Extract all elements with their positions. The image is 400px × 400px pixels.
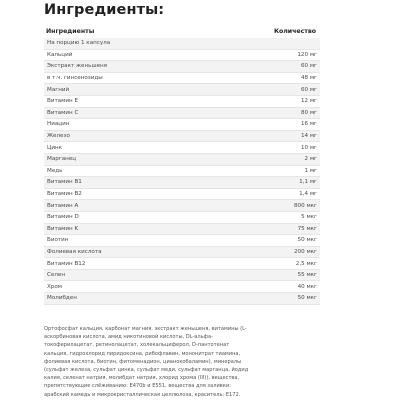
- table-row: [44, 108, 320, 120]
- table-row: [44, 50, 320, 62]
- ingredient-name: Витамин E: [47, 98, 78, 105]
- notes-line: кальция, гидрохлорид пиридоксина, рибофлавин, мононитрат тиамина,: [44, 350, 241, 357]
- notes-line: токоферилацетат, ретинолацетат, холекальциферол, D-пантотенат: [44, 342, 230, 349]
- ingredient-name: На порцию 1 капсула: [47, 40, 111, 47]
- table-row: [44, 200, 320, 212]
- ingredient-name: в т.ч. гинсенозиды: [47, 75, 103, 82]
- ingredient-name: Марганец: [47, 156, 77, 163]
- ingredient-quantity: 800 мкг: [294, 202, 317, 209]
- table-row: [44, 247, 320, 259]
- composition-notes: [44, 325, 320, 399]
- notes-line: Ортофосфат кальция, карбонат магния, экстракт женьшеня, витамины (L-: [44, 326, 247, 332]
- table-row: [44, 281, 320, 293]
- table-row: [44, 293, 320, 305]
- table-row: [44, 258, 320, 270]
- ingredient-name: Медь: [47, 167, 63, 174]
- table-body: [44, 38, 320, 305]
- ingredient-quantity: 60 мг: [300, 86, 317, 93]
- ingredient-quantity: 40 мкг: [297, 283, 317, 290]
- table-header-row: [44, 24, 320, 38]
- ingredient-quantity: 75 мкг: [297, 225, 317, 232]
- ingredient-quantity: 5 мкг: [301, 214, 317, 221]
- notes-line: фолиевая кислота, биотин, фитоменадион, цианокобаламин), минералы: [44, 358, 242, 365]
- column-header-quantity: Количество: [273, 27, 316, 35]
- notes-line: аскорбиновая кислота, амид никотиновой кислоты, DL-альфа-: [44, 334, 213, 341]
- column-header-ingredient: Ингредиенты: [46, 27, 95, 35]
- notes-line: препятствующие слёживанию: E470b и E551, вещества для заливки:: [44, 383, 231, 390]
- ingredient-name: Витамин K: [47, 225, 79, 232]
- ingredient-quantity: 55 мкг: [297, 272, 317, 279]
- page-title: Ингредиенты:: [44, 2, 165, 18]
- ingredient-name: Селен: [47, 272, 66, 279]
- ingredient-name: Хром: [47, 283, 63, 290]
- ingredient-name: Экстракт женьшеня: [47, 63, 108, 70]
- table-row: [44, 177, 320, 189]
- ingredient-name: Витамин B2: [47, 191, 82, 198]
- table-row: [44, 270, 320, 282]
- table-row: [44, 212, 320, 224]
- notes-line: (сульфат железа, сульфат цинка, сульфат меди, сульфат марганца, йодид: [44, 367, 249, 374]
- ingredient-quantity: 16 мг: [300, 121, 317, 128]
- table-row: [44, 96, 320, 108]
- ingredient-quantity: 12 мг: [300, 98, 317, 105]
- ingredient-quantity: 80 мг: [300, 109, 317, 116]
- ingredient-name: Витамин C: [47, 109, 79, 116]
- table-row: [44, 73, 320, 85]
- ingredient-name: Витамин B1: [47, 179, 82, 186]
- ingredient-quantity: 50 мкг: [297, 295, 317, 302]
- table-row: [44, 189, 320, 201]
- ingredient-name: Витамин D: [47, 214, 79, 221]
- notes-line: калия, селенат натрия, молибдат натрия, хлорид хрома (III)), вещества,: [44, 375, 240, 382]
- table-row: [44, 224, 320, 236]
- table-row: [44, 119, 320, 131]
- ingredient-name: Биотин: [47, 237, 69, 244]
- ingredient-name: Молибден: [47, 295, 77, 302]
- table-row: [44, 142, 320, 154]
- ingredient-name: Витамин A: [47, 202, 79, 209]
- ingredient-quantity: 2 мг: [304, 156, 317, 163]
- table-row: [44, 131, 320, 143]
- ingredient-name: Фолиевая кислота: [47, 248, 102, 255]
- ingredient-quantity: 120 мг: [297, 51, 317, 58]
- ingredient-quantity: 1,1 мг: [299, 179, 317, 186]
- ingredient-quantity: 50 мкг: [297, 237, 317, 244]
- ingredient-name: Магний: [47, 86, 70, 93]
- ingredient-quantity: 200 мкг: [294, 248, 317, 255]
- ingredient-quantity: 48 мг: [300, 75, 317, 82]
- table-row: [44, 235, 320, 247]
- notes-line: арабский камедь и микрокристаллическая целлюлоза, краситель: E172.: [44, 391, 241, 398]
- ingredient-quantity: 14 мг: [300, 133, 317, 140]
- ingredient-name: Железо: [47, 133, 70, 140]
- ingredient-name: Кальций: [47, 51, 73, 58]
- ingredient-quantity: 2,5 мкг: [295, 260, 317, 267]
- table-row: [44, 84, 320, 96]
- ingredient-quantity: 10 мг: [300, 144, 317, 151]
- table-row: [44, 154, 320, 166]
- ingredient-quantity: 1,4 мг: [299, 191, 317, 198]
- table-row: [44, 166, 320, 178]
- ingredient-name: Витамин B12: [47, 260, 86, 267]
- ingredient-name: Цинк: [47, 144, 63, 151]
- ingredient-quantity: 1 мг: [304, 167, 317, 174]
- ingredients-table: [44, 24, 320, 305]
- ingredient-quantity: 60 мг: [300, 63, 317, 70]
- ingredient-name: Ниацин: [47, 121, 70, 128]
- table-row: [44, 38, 320, 50]
- table-row: [44, 61, 320, 73]
